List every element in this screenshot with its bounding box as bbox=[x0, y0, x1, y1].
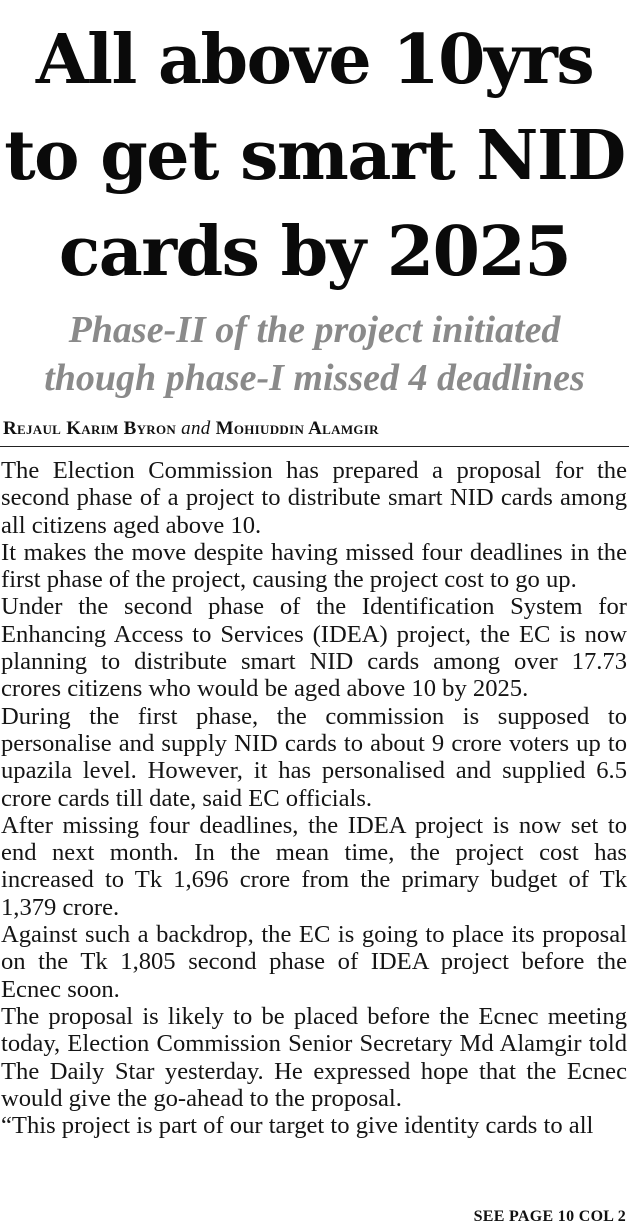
article-paragraph: It makes the move despite having missed four deadlines in the first phase of the project, causing the project cost to go up. bbox=[1, 538, 627, 594]
article-paragraph: Under the second phase of the Identification System for Enhancing Access to Services (IDEA) project, the EC is now planning to distribute smart NID cards among over 17.73 crores citizens who would be aged above 10 by 2025. bbox=[1, 593, 627, 703]
headline-line-1: All above 10yrs bbox=[35, 20, 594, 100]
article-paragraph: After missing four deadlines, the IDEA project is now set to end next month. In the mean time, the project cost has increased to Tk 1,696 crore from the primary budget of Tk 1,379 crore. bbox=[1, 811, 627, 921]
article-paragraph: Against such a backdrop, the EC is going to place its proposal on the Tk 1,805 second phase of IDEA project before the Ecnec soon. bbox=[1, 921, 627, 1003]
subheadline-line-1: Phase-II of the project initiated bbox=[68, 309, 561, 351]
byline-author-2: Mohiuddin Alamgir bbox=[215, 418, 379, 439]
headline bbox=[0, 0, 629, 300]
subheadline bbox=[0, 300, 629, 402]
byline-conjunction: and bbox=[181, 418, 211, 439]
subheadline-line-2: though phase-I missed 4 deadlines bbox=[44, 357, 585, 399]
byline bbox=[3, 418, 629, 440]
article-paragraph: The Election Commission has prepared a proposal for the second phase of a project to distribute smart NID cards among all citizens aged above 10. bbox=[1, 457, 627, 539]
article-paragraph: “This project is part of our target to give identity cards to all bbox=[1, 1112, 594, 1140]
headline-line-2: to get smart NID bbox=[4, 116, 625, 196]
byline-author-1: Rejaul Karim Byron bbox=[3, 418, 177, 439]
headline-line-3: cards by 2025 bbox=[58, 212, 571, 292]
article-body bbox=[0, 457, 629, 1139]
article-paragraph: During the first phase, the commission is supposed to personalise and supply NID cards to about 9 crore voters up to upazila level. However, it has personalised and supplied 6.5 crore cards till date, said EC officials. bbox=[1, 702, 627, 812]
continuation-jump: SEE PAGE 10 COL 2 bbox=[473, 1208, 626, 1225]
byline-divider bbox=[0, 446, 629, 447]
article-paragraph: The proposal is likely to be placed before the Ecnec meeting today, Election Commission Senior Secretary Md Alamgir told The Daily Star yesterday. He expressed hope that the Ecnec would give the go-ahead to the proposal. bbox=[1, 1002, 627, 1112]
